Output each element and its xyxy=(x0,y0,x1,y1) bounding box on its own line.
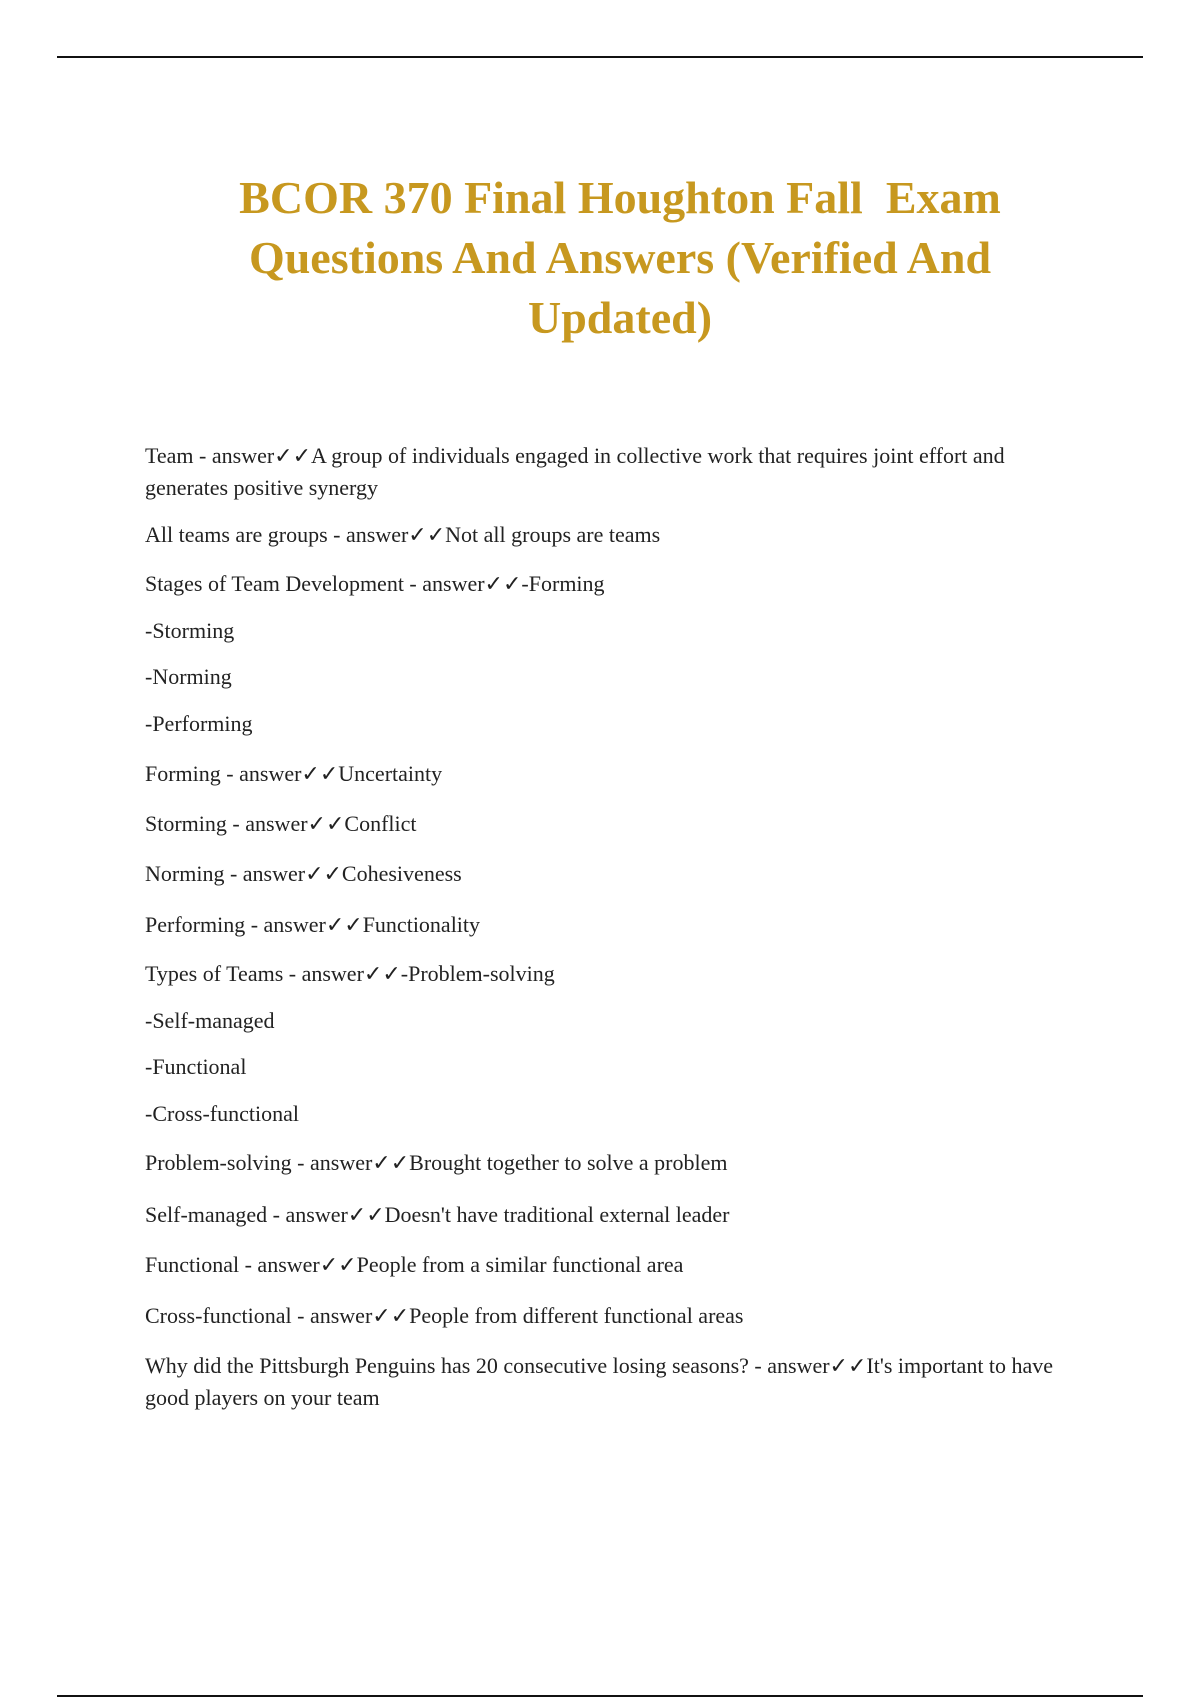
qa-item: Stages of Team Development - answer✓✓-Forming xyxy=(145,571,605,596)
qa-item: Norming - answer✓✓Cohesiveness xyxy=(145,861,462,886)
qa-item: -Norming xyxy=(145,664,232,689)
qa-item: -Self-managed xyxy=(145,1008,275,1033)
qa-item: Why did the Pittsburgh Penguins has 20 consecutive losing seasons? - answer✓✓It's important to have good players on your team xyxy=(145,1353,1054,1410)
qa-item: Forming - answer✓✓Uncertainty xyxy=(145,761,443,786)
qa-item: -Functional xyxy=(145,1054,247,1079)
qa-item: Functional - answer✓✓People from a similar functional area xyxy=(145,1252,684,1277)
qa-item: Cross-functional - answer✓✓People from different functional areas xyxy=(145,1303,744,1328)
top-divider xyxy=(57,56,1143,58)
qa-item: -Storming xyxy=(145,618,235,643)
qa-list xyxy=(145,440,1080,1414)
bottom-divider xyxy=(57,1695,1143,1697)
document-title: BCOR 370 Final Houghton Fall Exam Questions And Answers (Verified And Updated) xyxy=(239,172,1013,343)
qa-item: -Performing xyxy=(145,711,253,736)
qa-item: Problem-solving - answer✓✓Brought together to solve a problem xyxy=(145,1150,728,1175)
qa-item: -Cross-functional xyxy=(145,1101,299,1126)
qa-item: Team - answer✓✓A group of individuals engaged in collective work that requires joint effort and generates positive synergy xyxy=(145,443,1005,500)
qa-item: Types of Teams - answer✓✓-Problem-solving xyxy=(145,961,555,986)
qa-item: All teams are groups - answer✓✓Not all groups are teams xyxy=(145,522,661,547)
qa-item: Self-managed - answer✓✓Doesn't have traditional external leader xyxy=(145,1202,730,1227)
qa-item: Performing - answer✓✓Functionality xyxy=(145,912,481,937)
qa-item: Storming - answer✓✓Conflict xyxy=(145,811,417,836)
